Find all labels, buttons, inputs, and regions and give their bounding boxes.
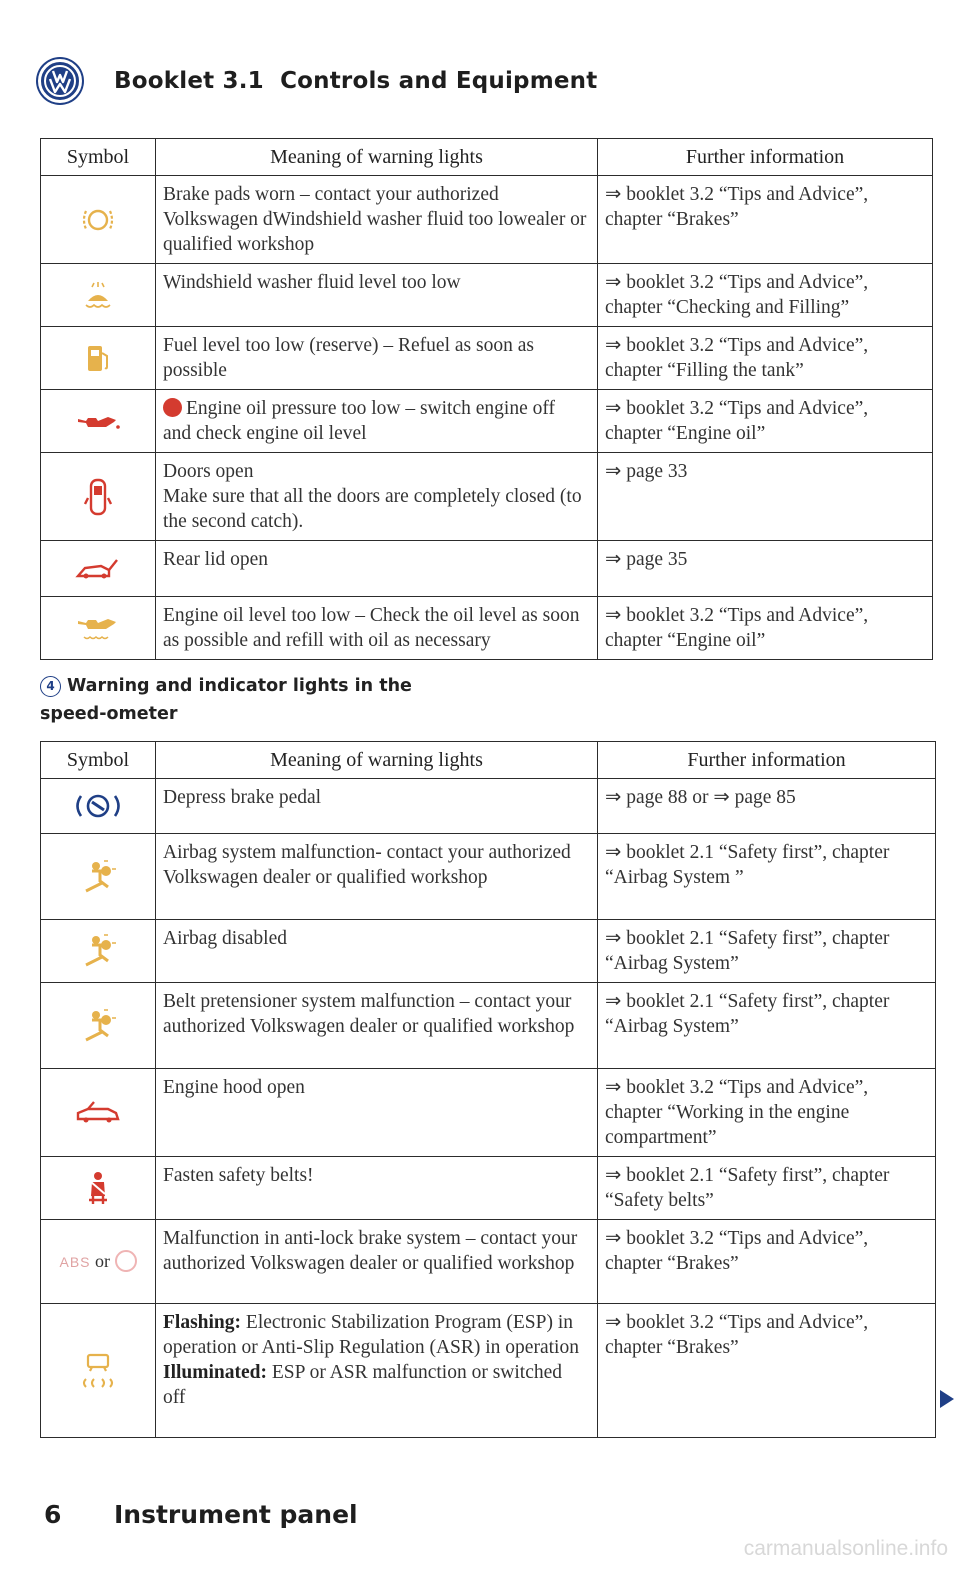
info-cell: ⇒ booklet 3.2 “Tips and Advice”, chapter “Brakes” [598,1304,936,1438]
watermark: carmanualsonline.info [743,1537,948,1560]
col-meaning-header: Meaning of warning lights [156,742,598,779]
oil-level-icon [41,597,156,660]
info-cell: ⇒ booklet 3.2 “Tips and Advice”, chapter “Engine oil” [598,597,933,660]
page-title [114,68,605,94]
table-row [41,1157,936,1220]
illuminated-label: Illuminated: [163,1362,268,1383]
brake-pedal-icon [41,779,156,834]
table-row [41,390,933,453]
fuel-pump-icon [41,327,156,390]
table-row [41,779,936,834]
illuminated-text: ESP or ASR malfunction or switched off [163,1362,563,1408]
meaning-cell [156,453,598,541]
section-heading [40,672,470,728]
meaning-cell: Fuel level too low (reserve) – Refuel as soon as possible [156,327,598,390]
table-row [41,1220,936,1304]
chapter-title: Controls and Equipment [280,68,598,94]
meaning-cell: Malfunction in anti-lock brake system – contact your authorized Volkswagen dealer or qualified workshop [156,1220,598,1304]
meaning-cell: Fasten safety belts! [156,1157,598,1220]
meaning-cell: Brake pads worn – contact your authorized Volkswagen dWindshield washer fluid too lowealer or qualified workshop [156,176,598,264]
info-cell: ⇒ page 33 [598,453,933,541]
page-header [38,58,605,104]
flashing-text: Electronic Stabilization Program (ESP) in operation or Anti-Slip Regulation (ASR) in operation [163,1312,579,1358]
info-cell: ⇒ page 88 or ⇒ page 85 [598,779,936,834]
info-cell: ⇒ booklet 2.1 “Safety first”, chapter “Airbag System” [598,920,936,983]
info-cell: ⇒ booklet 3.2 “Tips and Advice”, chapter “Brakes” [598,1220,936,1304]
rear-lid-icon [41,541,156,597]
meaning-cell: Airbag disabled [156,920,598,983]
info-cell: ⇒ booklet 3.2 “Tips and Advice”, chapter “Working in the engine compartment” [598,1069,936,1157]
info-cell: ⇒ booklet 3.2 “Tips and Advice”, chapter “Engine oil” [598,390,933,453]
table-row [41,834,936,920]
oil-can-red-icon [41,390,156,453]
meaning-cell [156,1304,598,1438]
meaning-cell: Depress brake pedal [156,779,598,834]
table-row [41,983,936,1069]
meaning-line: Make sure that all the doors are completely closed (to the second catch). [163,486,582,532]
airbag-icon [41,834,156,920]
col-symbol-header: Symbol [41,742,156,779]
table-row [41,327,933,390]
table-row [41,920,936,983]
washer-fluid-icon [41,264,156,327]
section-title: Warning and indicator lights in the speed-ometer [40,676,412,724]
brake-circle-icon [115,1250,137,1272]
brake-pads-icon [41,176,156,264]
col-meaning-header: Meaning of warning lights [156,139,598,176]
warning-lights-table-2 [40,741,936,1438]
info-cell: ⇒ booklet 2.1 “Safety first”, chapter “Safety belts” [598,1157,936,1220]
airbag-icon [41,920,156,983]
flashing-label: Flashing: [163,1312,242,1333]
oil-warning-dot-icon [163,398,182,417]
info-cell: ⇒ booklet 2.1 “Safety first”, chapter “Airbag System ” [598,834,936,920]
meaning-cell: Windshield washer fluid level too low [156,264,598,327]
abs-label: ABS [59,1253,91,1270]
meaning-cell: Airbag system malfunction- contact your authorized Volkswagen dealer or qualified workshop [156,834,598,920]
meaning-cell: Rear lid open [156,541,598,597]
abs-icon [41,1220,156,1304]
table-row [41,453,933,541]
col-info-header: Further information [598,742,936,779]
info-cell: ⇒ booklet 3.2 “Tips and Advice”, chapter “Filling the tank” [598,327,933,390]
seatbelt-icon [41,1157,156,1220]
table-row [41,597,933,660]
warning-lights-table-1 [40,138,933,660]
airbag-icon [41,983,156,1069]
door-open-icon [41,453,156,541]
footer-title: Instrument panel [114,1500,358,1529]
page-number: 6 [44,1500,62,1529]
table-row [41,541,933,597]
meaning-cell [156,390,598,453]
info-cell: ⇒ booklet 3.2 “Tips and Advice”, chapter “Brakes” [598,176,933,264]
next-page-arrow-icon[interactable] [940,1390,954,1408]
or-label: or [95,1250,110,1271]
col-info-header: Further information [598,139,933,176]
meaning-line: Doors open [163,461,254,482]
meaning-cell: Engine hood open [156,1069,598,1157]
col-symbol-header: Symbol [41,139,156,176]
table-row [41,1069,936,1157]
meaning-cell: Engine oil level too low – Check the oil level as soon as possible and refill with oil as necessary [156,597,598,660]
booklet-label: Booklet 3.1 [114,68,264,94]
meaning-cell: Belt pretensioner system malfunction – contact your authorized Volkswagen dealer or qualified workshop [156,983,598,1069]
section-number-badge: 4 [40,676,61,697]
info-cell: ⇒ booklet 3.2 “Tips and Advice”, chapter “Checking and Filling” [598,264,933,327]
table-row [41,264,933,327]
engine-hood-icon [41,1069,156,1157]
info-cell: ⇒ page 35 [598,541,933,597]
table-row [41,176,933,264]
vw-logo-icon [38,59,82,103]
meaning-text: Engine oil pressure too low – switch engine off and check engine oil level [163,398,555,444]
table-row [41,1304,936,1438]
info-cell: ⇒ booklet 2.1 “Safety first”, chapter “Airbag System” [598,983,936,1069]
esp-icon [41,1304,156,1438]
